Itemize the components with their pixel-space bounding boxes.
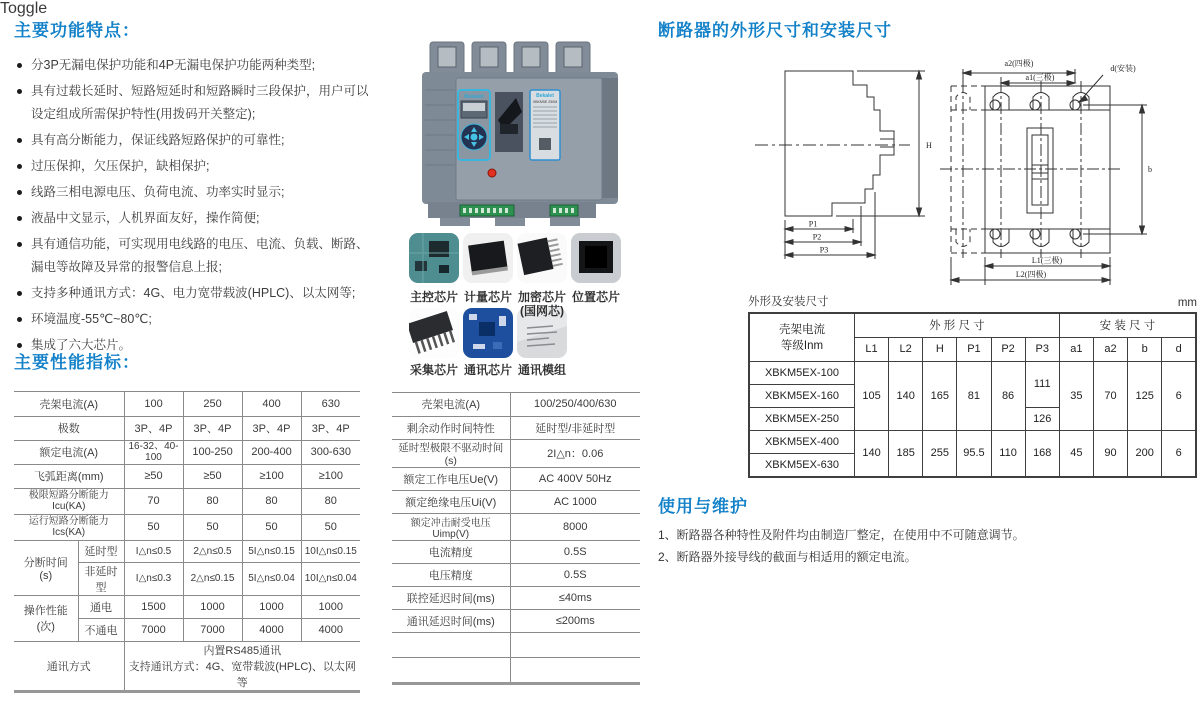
empty-cell xyxy=(392,632,510,657)
empty-cell xyxy=(392,657,510,682)
row-sub-label: 不通电 xyxy=(78,618,124,641)
feature-item: 具有高分断能力，保证线路短路保护的可靠性; xyxy=(14,129,370,152)
feature-item: 具有通信功能，可实现用电线路的电压、电流、负载、断路、漏电等故障及异常的报警信息上报; xyxy=(14,233,370,279)
chip-photo-encryption xyxy=(517,233,567,283)
qr-code xyxy=(539,138,551,150)
row-label: 电流精度 xyxy=(392,540,510,563)
front-view-drawing xyxy=(940,69,1147,285)
row-label: 极限短路分断能力 Icu(KA) xyxy=(14,488,124,514)
feature-item: 线路三相电源电压、负荷电流、功率实时显示; xyxy=(14,181,370,204)
dimensions-title: 断路器的外形尺寸和安装尺寸 xyxy=(658,21,892,40)
features-title: 主要功能特点： xyxy=(14,21,140,40)
model-name: XBKM5EX-630 xyxy=(749,453,854,477)
feature-item: 环境温度-55℃~80℃; xyxy=(14,308,370,331)
dim-label-P1: P1 xyxy=(808,219,818,229)
row-label: 飞弧距离(mm) xyxy=(14,464,124,488)
side-view-drawing xyxy=(755,71,925,259)
performance-title: 主要性能指标： xyxy=(14,353,140,372)
dim-label-L2: L2(四极) xyxy=(1015,270,1047,279)
model-name: XBKM5EX-100 xyxy=(749,361,854,384)
chip-photo-metering xyxy=(463,233,513,283)
row-label: 壳架电流(A) xyxy=(39,398,99,411)
breaker-nameplate xyxy=(530,90,560,160)
row-label: 通讯延迟时间(ms) xyxy=(392,609,510,632)
status-led xyxy=(488,169,496,177)
chip-label: 采集芯片 xyxy=(409,363,458,377)
dimension-table: 壳架电流 等级Inm 外 形 尺 寸 安 装 尺 寸 L1 L2 H P1 P2 P3 a1 a2 b d XBKM5EX-100 105 140 165 81 86 111 35 70 125 6 XBKM5EX-160 XBKM5EX-250 126 XBKM5EX-400 140 185 255 95.5 110 168 45 90 200 6 XBKM5EX-630 xyxy=(748,312,1197,478)
brand-text: Bekalet xyxy=(464,94,484,100)
side-view-labels xyxy=(809,141,932,255)
group-header-mounting: 安 装 尺 寸 xyxy=(1059,313,1196,337)
feature-item: 集成了六大芯片。 xyxy=(14,334,370,357)
chip-photo-communication xyxy=(463,308,513,358)
maintenance-item: 2、断路器外接导线的截面与相适用的额定电流。 xyxy=(658,550,917,564)
group-header-outline: 外 形 尺 寸 xyxy=(854,313,1059,337)
model-name: XBKM5EX-160 xyxy=(749,384,854,407)
row-label: 额定冲击耐受电压Uimp(V) xyxy=(392,513,510,540)
row-label: 壳架电流(A) xyxy=(421,399,481,412)
dim-label-b: b xyxy=(1148,165,1152,174)
feature-item: 液晶中文显示，人机界面友好，操作简便; xyxy=(14,207,370,230)
chip-label: 主控芯片 xyxy=(409,290,458,304)
dim-table-unit: mm xyxy=(1177,297,1197,309)
row-label: 剩余动作时间特性 xyxy=(392,416,510,439)
breaker-side-face xyxy=(600,78,618,198)
breaker-control-panel xyxy=(458,90,490,160)
performance-table-wrap xyxy=(14,391,360,693)
features-list xyxy=(14,54,370,360)
row-group-label: 分断时间 (s) xyxy=(14,540,78,595)
dim-label-L1: L1(三极) xyxy=(1031,256,1063,265)
row-sub-label: 通电 xyxy=(78,595,124,618)
chip-label: 位置芯片 xyxy=(571,290,620,304)
breaker-bottom-terminals xyxy=(428,202,596,226)
feature-item: 具有过载长延时、短路短延时和短路瞬时三段保护，用户可以设定组成所需保护特性(用拨码开关整定); xyxy=(14,80,370,126)
chip-label: 通讯模组 xyxy=(517,363,566,377)
row-group-label: 操作性能 (次) xyxy=(14,595,78,641)
model-name: XBKM5EX-250 xyxy=(749,407,854,430)
performance-table: 壳架电流(A) 100 250 400 630 极数 3P、4P 3P、4P 3P、4P 3P、4P 额定电流(A) 16-32、40-100 100-250 200-400 300-630 飞弧距离(mm) ≥50 ≥50 ≥100 ≥100 极限短路分断能力 Icu(KA) 70 80 80 80 运行短路分断能力 Ics(KA) 50 50 50 50 分断时间 (s) 延时型 I△n≤0.5 2△n≤0.5 5I△n≤0.15 10I△n≤0.15 非延时型 I△n≤0.3 2△n≤0.15 5I△n≤0.04 10I△n≤0.04 操作性能 (次) 通电 1500 1000 1000 1000 不通电 7000 7000 4000 4000 通讯方式 内置RS485通讯 支持通讯方式：4G、宽带载波(HPLC)、以太网等 xyxy=(14,392,360,690)
row-label: 额定电流(A) xyxy=(14,440,124,464)
model-text: XBKM5E 250M xyxy=(532,100,558,104)
chip-photo-main-control xyxy=(409,233,459,283)
chip-photo-acquisition xyxy=(409,308,459,358)
row-label: 电压精度 xyxy=(392,563,510,586)
brand-text: Bekalet xyxy=(536,93,554,99)
chip-label: 通讯芯片 xyxy=(463,363,512,377)
chip-label: 加密芯片 xyxy=(517,290,566,304)
maintenance-item: 1、断路器各种特性及附件均由制造厂整定，在使用中不可随意调节。 xyxy=(658,528,1025,542)
datasheet-page: 主要功能特点： 分3P无漏电保护功能和4P无漏电保护功能两种类型; 具有过载长延时、短路短延时和短路瞬时三段保护，用户可以设定组成所需保护特性(用拨码开关整定); 具有高分断能力，保证线路短路保护的可靠性; 过压保抑，欠压保护，缺相保护; 线路三相电源电压、负荷电流、功率实时显示; 液晶中文显示，人机界面友好，操作简便; 具有通信功能，可实现用电线路的电压、电流、负载、断路、漏电等故障及异常的报警信息上报; 支持多种通讯方式：4G、电力宽带载波(HPLC)、以太网等; 环境温度-55℃~80℃; 集成了六大芯片。 主要性能指标： 壳架电流(A) 100 250 400 630 极数 3P、4P 3P、4P 3P、4P 3P、4P 额定电流(A) 16-32、40-100 100-250 200-400 300-630 飞弧距离(mm) ≥50 ≥50 ≥100 ≥100 极限短路分断能力 Icu(KA) 70 80 80 80 运行短路分断能力 Ics(KA) 50 50 50 50 分断时间 (s) 延时型 I△n≤0.5 2△n≤0.5 5I△n≤0.15 10I△n≤0.15 非延时型 I△n≤0.3 2△n≤0.15 5I△n≤0.04 10I△n≤0.04 操作性能 (次) 通电 1500 1000 1000 1000 不通电 7000 7000 4000 4000 通讯方式 内置RS485通讯 支持通讯方式：4G、宽带载波(HPLC)、以太网等 Bekalet Bekalet XBKM5E 250M 主控芯片 计量芯片 加密芯片 (国网芯) 位置芯片 采集芯片 通讯芯片 通讯模组 壳架电流(A) 100/250/400/630 剩余动作时间特性 延时型/非延时型 延时型极限不驱动时间(s) 2I△n：0.06 额定工作电压Ue(V) AC 400V 50Hz 额定绝缘电压Ui(V) AC 1000 额定冲击耐受电压Uimp(V) 8000 电流精度 0.5S 电压精度 0.5S 联控延迟时间(ms) ≤40ms 通讯延迟时间(ms) ≤200ms 断路器的外形尺寸和安装尺寸 H P1 P2 P3 a2(四极) a1(三极) d(安装) b L1(三极) L2(四极) 外形及安装尺寸 mm Toggle 壳架电流 等级Inm 外 形 尺 寸 安 装 尺 寸 L1 L2 H P1 P2 P3 a1 a2 b d XBKM5EX-100 105 140 165 81 86 111 35 70 125 6 XBKM5EX-160 XBKM5EX-250 126 XBKM5EX-400 140 185 255 95.5 110 168 45 90 200 6 XBKM5EX-630 使用与维护 1、断路器各种特性及附件均由制造厂整定，在使用中不可随意调节。 2、断路器外接导线的截面与相适用的额定电流。 xyxy=(0,0,1200,703)
row-label: 额定绝缘电压Ui(V) xyxy=(392,490,510,513)
dim-table-caption: 外形及安装尺寸 xyxy=(748,296,829,308)
chip-photo-position xyxy=(571,233,621,283)
breaker-toggle xyxy=(495,92,523,152)
model-name: XBKM5EX-400 xyxy=(749,430,854,453)
row-sub-label: 非延时型 xyxy=(78,562,124,595)
product-photo-breaker xyxy=(400,20,650,230)
maintenance-title: 使用与维护 xyxy=(658,497,748,516)
row-label: 额定工作电压Ue(V) xyxy=(392,467,510,490)
dim-label-P2: P2 xyxy=(812,232,822,242)
dim-label-d: d(安装) xyxy=(1110,64,1136,73)
feature-item: 支持多种通讯方式：4G、电力宽带载波(HPLC)、以太网等; xyxy=(14,282,370,305)
feature-item: 过压保抑，欠压保护，缺相保护; xyxy=(14,155,370,178)
chip-label-sub: (国网芯) xyxy=(520,304,564,318)
spec-table-wrap xyxy=(392,392,640,685)
row-sub-label: 延时型 xyxy=(78,540,124,562)
row-label: 运行短路分断能力 Ics(KA) xyxy=(14,514,124,540)
dim-label-a1: a1(三极) xyxy=(1025,73,1055,82)
comm-mode-value: 内置RS485通讯 支持通讯方式：4G、宽带载波(HPLC)、以太网等 xyxy=(124,641,360,690)
corner-header: 壳架电流 等级Inm xyxy=(749,313,854,361)
feature-item: 分3P无漏电保护功能和4P无漏电保护功能两种类型; xyxy=(14,54,370,77)
dimension-drawings xyxy=(655,53,1200,293)
row-label: 联控延迟时间(ms) xyxy=(392,586,510,609)
empty-cell xyxy=(510,657,640,682)
chip-label: 计量芯片 xyxy=(463,290,512,304)
row-label: 极数 xyxy=(14,416,124,440)
row-label: 通讯方式 xyxy=(14,641,124,690)
dim-label-P3: P3 xyxy=(819,245,829,255)
empty-cell xyxy=(510,632,640,657)
row-label: 延时型极限不驱动时间(s) xyxy=(392,439,510,467)
dim-label-a2: a2(四极) xyxy=(1004,59,1034,68)
dim-label-H: H xyxy=(926,141,932,150)
spec-table: 壳架电流(A) 100/250/400/630 剩余动作时间特性 延时型/非延时型 延时型极限不驱动时间(s) 2I△n：0.06 额定工作电压Ue(V) AC 400V 50Hz 额定绝缘电压Ui(V) AC 1000 额定冲击耐受电压Uimp(V) 8000 电流精度 0.5S 电压精度 0.5S 联控延迟时间(ms) ≤40ms 通讯延迟时间(ms) ≤200ms xyxy=(392,393,640,682)
